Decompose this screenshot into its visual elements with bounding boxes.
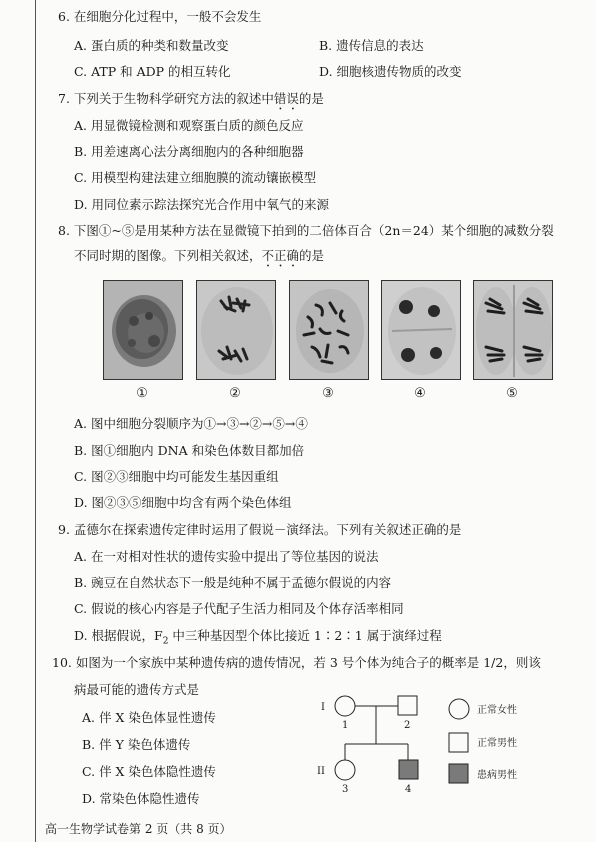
q10-option-c: C. 伴 X 染色体隐性遗传 <box>82 764 216 779</box>
q9-stem: 9. 孟德尔在探索遗传定律时运用了假说－演绎法。下列有关叙述正确的是 <box>58 522 462 537</box>
margin-line <box>35 0 36 842</box>
individual-3-female <box>335 760 355 780</box>
generation-ii-label: II <box>317 766 325 777</box>
pedigree-chart <box>315 690 555 803</box>
q8-option-b: B. 图①细胞内 DNA 和染色体数目都加倍 <box>74 443 305 458</box>
q7-option-d: D. 用同位素示踪法探究光合作用中氧气的来源 <box>74 197 330 212</box>
legend-affected-label: 患病男性 <box>477 770 517 781</box>
individual-3-number: 3 <box>342 784 349 795</box>
micrograph-caption-1: ① <box>136 386 148 401</box>
q9-option-a: A. 在一对相对性状的遗传实验中提出了等位基因的说法 <box>74 549 379 564</box>
q6-option-a: A. 蛋白质的种类和数量改变 <box>74 38 229 53</box>
q6-stem: 6. 在细胞分化过程中，一般不会发生 <box>58 9 262 24</box>
individual-2-male <box>398 696 417 715</box>
q10-stem-line2: 病最可能的遗传方式是 <box>74 682 200 697</box>
legend-female-label: 正常女性 <box>477 705 517 716</box>
q9-option-d: D. 根据假说，$F_2$ 中三种基因型个体比接近 1∶2∶1 属于演绎过程 <box>74 628 442 647</box>
generation-i-label: I <box>321 702 325 713</box>
emphasis-incorrect: 不正确 <box>261 248 300 263</box>
legend-male-label: 正常男性 <box>477 738 517 749</box>
q10-stem-line1: 10. 如图为一个家族中某种遗传病的遗传情况，若 3 号个体为纯合子的概率是 1/2，则该 <box>52 655 541 670</box>
q10-option-b: B. 伴 Y 染色体遗传 <box>82 737 191 752</box>
legend-affected-symbol <box>449 764 468 783</box>
micrograph-2 <box>196 280 276 380</box>
legend-male-symbol <box>449 733 468 752</box>
q8-stem-line1: 8. 下图①~⑤是用某种方法在显微镜下拍到的二倍体百合（2n＝24）某个细胞的减数分裂 <box>58 223 554 238</box>
page-footer: 高一生物学试卷第 2 页（共 8 页） <box>45 822 232 836</box>
individual-1-number: 1 <box>342 720 349 731</box>
micrograph-4 <box>381 280 461 380</box>
q6-option-c: C. ATP 和 ADP 的相互转化 <box>74 64 231 79</box>
q7-stem: 7. 下列关于生物科学研究方法的叙述中错误的是 <box>58 91 324 106</box>
micrograph-caption-4: ④ <box>414 386 426 401</box>
q7-option-c: C. 用模型构建法建立细胞膜的流动镶嵌模型 <box>74 170 317 185</box>
q9-option-b: B. 豌豆在自然状态下一般是纯种不属于孟德尔假说的内容 <box>74 575 392 590</box>
emphasis-wrong: 错误 <box>273 91 299 106</box>
legend-female-symbol <box>449 699 469 719</box>
q8-option-d: D. 图②③⑤细胞中均含有两个染色体组 <box>74 495 292 510</box>
micrograph-1 <box>103 280 183 380</box>
q9-option-c: C. 假说的核心内容是子代配子生活力相同及个体存活率相同 <box>74 601 404 616</box>
q8-option-c: C. 图②③细胞中均可能发生基因重组 <box>74 469 279 484</box>
q7-option-b: B. 用差速离心法分离细胞内的各种细胞器 <box>74 144 304 159</box>
micrograph-5 <box>473 280 553 380</box>
q10-option-d: D. 常染色体隐性遗传 <box>82 791 200 806</box>
individual-1-female <box>335 696 355 716</box>
q10-option-a: A. 伴 X 染色体显性遗传 <box>82 710 216 725</box>
q6-option-b: B. 遗传信息的表达 <box>319 38 424 53</box>
individual-4-affected-male <box>399 760 418 779</box>
individual-2-number: 2 <box>404 720 411 731</box>
q7-option-a: A. 用显微镜检测和观察蛋白质的颜色反应 <box>74 118 304 133</box>
micrograph-caption-2: ② <box>229 386 241 401</box>
micrograph-caption-3: ③ <box>322 386 334 401</box>
individual-4-number: 4 <box>405 784 412 795</box>
micrograph-caption-5: ⑤ <box>506 386 518 401</box>
q8-stem-line2: 不同时期的图像。下列相关叙述，不正确的是 <box>74 248 325 263</box>
micrograph-3 <box>289 280 369 380</box>
q6-option-d: D. 细胞核遗传物质的改变 <box>319 64 462 79</box>
q8-option-a: A. 图中细胞分裂顺序为①→③→②→⑤→④ <box>74 416 308 431</box>
